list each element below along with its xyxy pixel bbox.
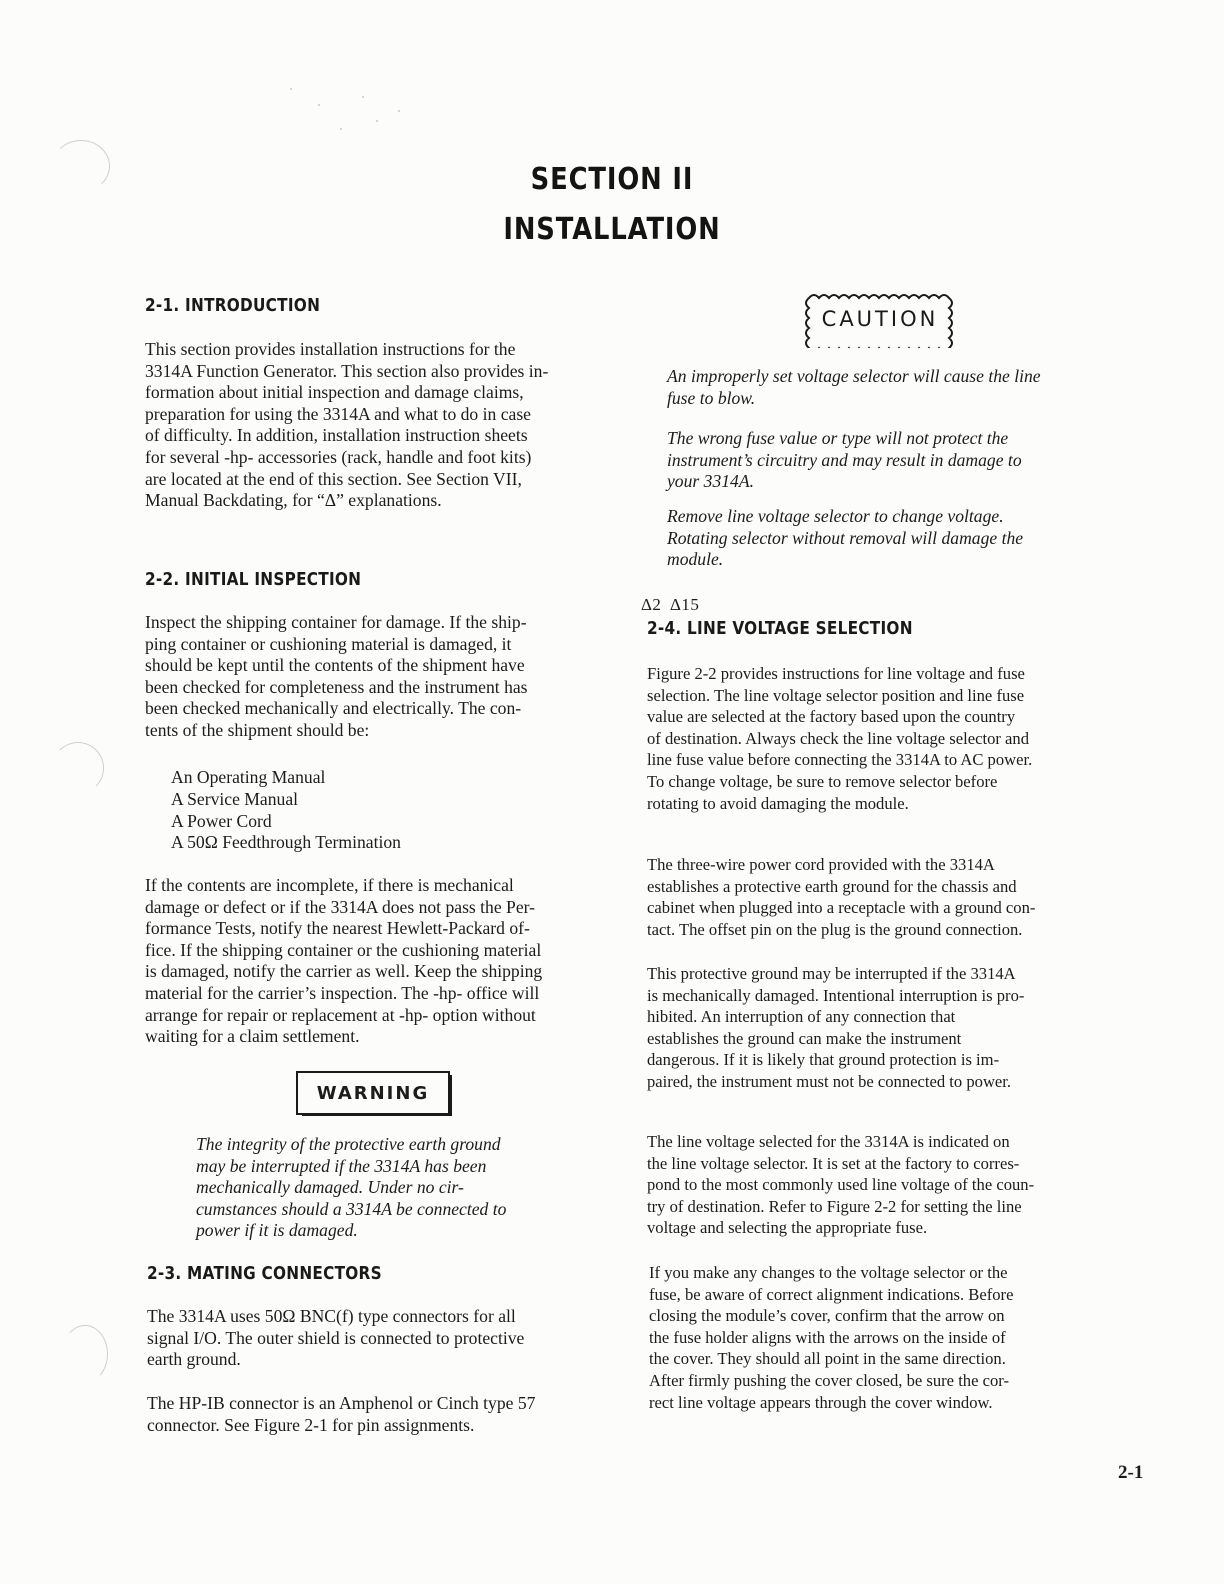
binder-hole-mark <box>52 742 104 794</box>
scan-speck <box>340 128 342 130</box>
introduction-heading: 2-1. INTRODUCTION <box>145 295 321 316</box>
caution-label-box <box>801 290 959 348</box>
scan-speck <box>290 88 292 90</box>
backdating-delta-marks: Δ2 Δ15 <box>641 595 700 614</box>
line-voltage-text-1: Figure 2-2 provides instructions for line voltage and fuse selection. The line voltage selector position and line fuse value are selected at the factory based upon the country of destination. Always check the line voltage selector and line fuse value before connecting the 3314A to AC power. To change voltage, be sure to remove selector before rotating to avoid damaging the module. <box>647 664 1033 813</box>
protective-ground-text: This protective ground may be interrupted if the 3314A is mechanically damaged. Intentional interruption is pro- hibited. An interruption of any connection that establishes the ground can make the instrument dangerous. If it is likely that ground protection is im- paired, the instrument must not be connected to power. <box>647 964 1025 1091</box>
caution-text-2: The wrong fuse value or type will not protect the instrument’s circuitry and may result in damage to your 3314A. <box>667 428 1022 492</box>
binder-hole-mark <box>52 140 110 192</box>
page-number: 2-1 <box>1118 1462 1144 1483</box>
initial-inspection-heading: 2-2. INITIAL INSPECTION <box>145 569 362 590</box>
mating-connectors-text: The 3314A uses 50Ω BNC(f) type connectors for all signal I/O. The outer shield is connected to protective earth ground. <box>147 1306 525 1370</box>
list-item: An Operating Manual <box>171 767 326 787</box>
power-cord-text: The three-wire power cord provided with the 3314A establishes a protective earth ground for the chassis and cabinet when plugged into a receptacle with a ground con- tact. The offset pin on the plug is the ground connection. <box>647 855 1036 939</box>
section-number: SECTION II <box>530 162 694 197</box>
warning-label: WARNING <box>316 1082 430 1104</box>
scan-speck <box>318 104 320 106</box>
scan-speck <box>362 96 364 98</box>
caution-label: CAUTION <box>821 307 939 331</box>
selected-voltage-text: The line voltage selected for the 3314A is indicated on the line voltage selector. It is set at the factory to corres- pond to the most commonly used line voltage of the coun- try of destination. Refer to Figure 2-2 for setting the line voltage and selecting the appropriate fuse. <box>647 1132 1035 1238</box>
mating-connectors-heading: 2-3. MATING CONNECTORS <box>147 1263 382 1284</box>
alignment-text: If you make any changes to the voltage selector or the fuse, be aware of correct alignment indications. Before closing the module’s cover, confirm that the arrow on the fuse holder aligns with the arrows on the inside of the cover. They should all point in the same direction. After firmly pushing the cover closed, be sure the cor- rect line voltage appears through the cover window. <box>649 1263 1014 1412</box>
caution-text-1: An improperly set voltage selector will cause the line fuse to blow. <box>667 366 1041 408</box>
list-item: A Service Manual <box>171 788 299 809</box>
shipment-contents-list <box>171 767 401 854</box>
caution-text-3: Remove line voltage selector to change voltage. Rotating selector without removal will damage the module. <box>667 506 1024 570</box>
hpib-connector-text: The HP-IB connector is an Amphenol or Cinch type 57 connector. See Figure 2-1 for pin assignments. <box>147 1393 536 1435</box>
list-item: A 50Ω Feedthrough Termination <box>171 832 401 853</box>
initial-inspection-text: Inspect the shipping container for damage. If the ship- ping container or cushioning material is damaged, it should be kept until the contents of the shipment have been checked for completeness and the instrument has been checked mechanically and electrically. The con- tents of the shipment should be: <box>145 612 528 740</box>
scan-speck <box>376 120 378 122</box>
warning-text: The integrity of the protective earth ground may be interrupted if the 3314A has been mechanically damaged. Under no cir- cumstances should a 3314A be connected to power if it is damaged. <box>196 1134 507 1241</box>
list-item: A Power Cord <box>171 810 272 831</box>
warning-label-box <box>296 1071 454 1117</box>
section-title: INSTALLATION <box>503 212 721 247</box>
scan-speck <box>398 110 400 112</box>
introduction-text: This section provides installation instructions for the 3314A Function Generator. This section also provides in- formation about initial inspection and damage claims, preparation for using the 3314A and what to do in case of difficulty. In addition, installation instruction sheets for several -hp- accessories (rack, handle and foot kits) are located at the end of this section. See Section VII, Manual Backdating, for “Δ” explanations. <box>145 339 549 511</box>
line-voltage-selection-heading: 2-4. LINE VOLTAGE SELECTION <box>647 618 913 639</box>
binder-hole-mark <box>62 1325 108 1383</box>
damage-claims-text: If the contents are incomplete, if there is mechanical damage or defect or if the 3314A does not pass the Per- formance Tests, notify the nearest Hewlett-Packard of- fice. If the shipping container or the cushioning material is damaged, notify the carrier as well. Keep the shipping material for the carrier’s inspection. The -hp- office will arrange for repair or replacement at -hp- option without waiting for a claim settlement. <box>145 875 543 1047</box>
